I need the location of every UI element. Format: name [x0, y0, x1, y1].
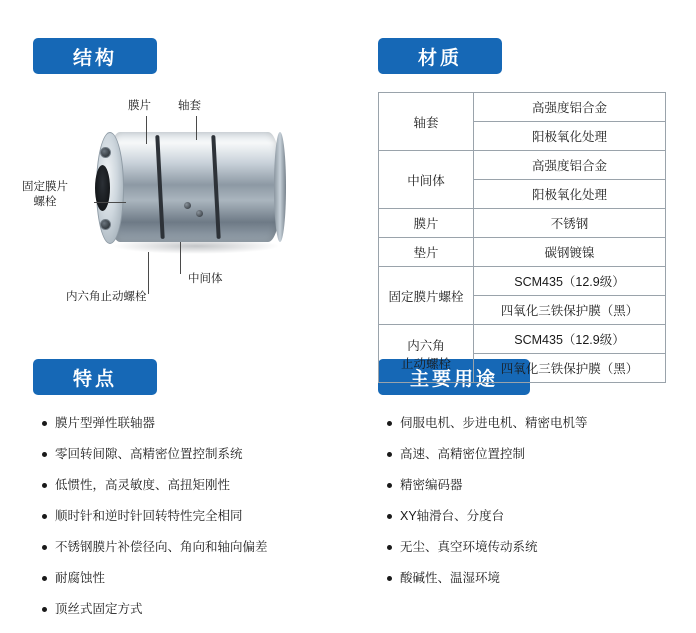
product-illustration: [22, 92, 330, 312]
list-item: 膜片型弹性联轴器: [40, 408, 340, 439]
section-header-uses: 主要用途: [378, 359, 530, 395]
label-set-screw: 内六角止动螺栓: [66, 291, 147, 303]
material-value: 四氧化三铁保护膜（黑）: [474, 354, 666, 383]
table-row: [379, 325, 666, 354]
leader-line-diaphragm: [146, 116, 147, 144]
material-value: 碳钢镀镍: [474, 238, 666, 267]
table-row: [379, 93, 666, 122]
list-item: 无尘、真空环境传动系统: [385, 532, 685, 563]
list-item: 伺服电机、步进电机、精密电机等: [385, 408, 685, 439]
material-key-set-screw-line1: 内六角: [407, 338, 445, 353]
leader-line-clamp-bolt: [94, 202, 126, 203]
material-key-middle-body: 中间体: [379, 151, 474, 209]
set-screw-1: [184, 202, 191, 209]
label-hub: 轴套: [178, 100, 201, 112]
coupling-face: [96, 132, 124, 244]
label-clamp-bolt-line2: 螺栓: [33, 196, 57, 208]
list-item: 耐腐蚀性: [40, 563, 340, 594]
list-item: 不锈钢膜片补偿径向、角向和轴向偏差: [40, 532, 340, 563]
coupling-ring-right: [274, 132, 286, 242]
clamp-bolt-head-1: [100, 147, 111, 158]
table-row: [379, 209, 666, 238]
table-row: [379, 267, 666, 296]
list-item: 顶丝式固定方式: [40, 594, 340, 625]
coupling-photo: [92, 110, 292, 270]
list-item: 精密编码器: [385, 470, 685, 501]
material-key-washer: 垫片: [379, 238, 474, 267]
uses-list: [385, 408, 685, 594]
list-item: 顺时针和逆时针回转特性完全相同: [40, 501, 340, 532]
material-key-set-screw: [379, 325, 474, 383]
table-row: [379, 151, 666, 180]
coupling-body: [106, 132, 282, 242]
material-value: SCM435（12.9级）: [474, 267, 666, 296]
material-value: 高强度铝合金: [474, 151, 666, 180]
material-key-clamp-bolt: 固定膜片螺栓: [379, 267, 474, 325]
list-item: 零回转间隙、高精密位置控制系统: [40, 439, 340, 470]
list-item: 高速、高精密位置控制: [385, 439, 685, 470]
leader-line-set-screw: [148, 252, 149, 294]
section-header-features: 特点: [33, 359, 157, 395]
label-clamp-bolt-line1: 固定膜片: [22, 181, 68, 193]
features-list: [40, 408, 340, 625]
leader-line-middle-body: [180, 242, 181, 274]
list-item: XY轴滑台、分度台: [385, 501, 685, 532]
material-value: SCM435（12.9级）: [474, 325, 666, 354]
list-item: 酸碱性、温湿环境: [385, 563, 685, 594]
table-row: [379, 238, 666, 267]
material-value: 四氧化三铁保护膜（黑）: [474, 296, 666, 325]
leader-line-hub: [196, 116, 197, 140]
material-value: 不锈钢: [474, 209, 666, 238]
clamp-bolt-head-2: [100, 219, 111, 230]
material-value: 阳极氧化处理: [474, 180, 666, 209]
coupling-bore: [95, 165, 110, 211]
material-key-hub: 轴套: [379, 93, 474, 151]
coupling-barrel: [106, 132, 282, 242]
material-value: 阳极氧化处理: [474, 122, 666, 151]
label-middle-body: 中间体: [188, 273, 223, 285]
set-screw-2: [196, 210, 203, 217]
list-item: 低惯性，高灵敏度、高扭矩刚性: [40, 470, 340, 501]
label-diaphragm: 膜片: [128, 100, 151, 112]
section-header-material: 材质: [378, 38, 502, 74]
material-key-set-screw-line2: 止动螺栓: [400, 356, 451, 371]
label-clamp-bolt: [22, 180, 68, 210]
section-header-structure: 结构: [33, 38, 157, 74]
material-key-diaphragm: 膜片: [379, 209, 474, 238]
material-table: [378, 92, 666, 383]
material-value: 高强度铝合金: [474, 93, 666, 122]
